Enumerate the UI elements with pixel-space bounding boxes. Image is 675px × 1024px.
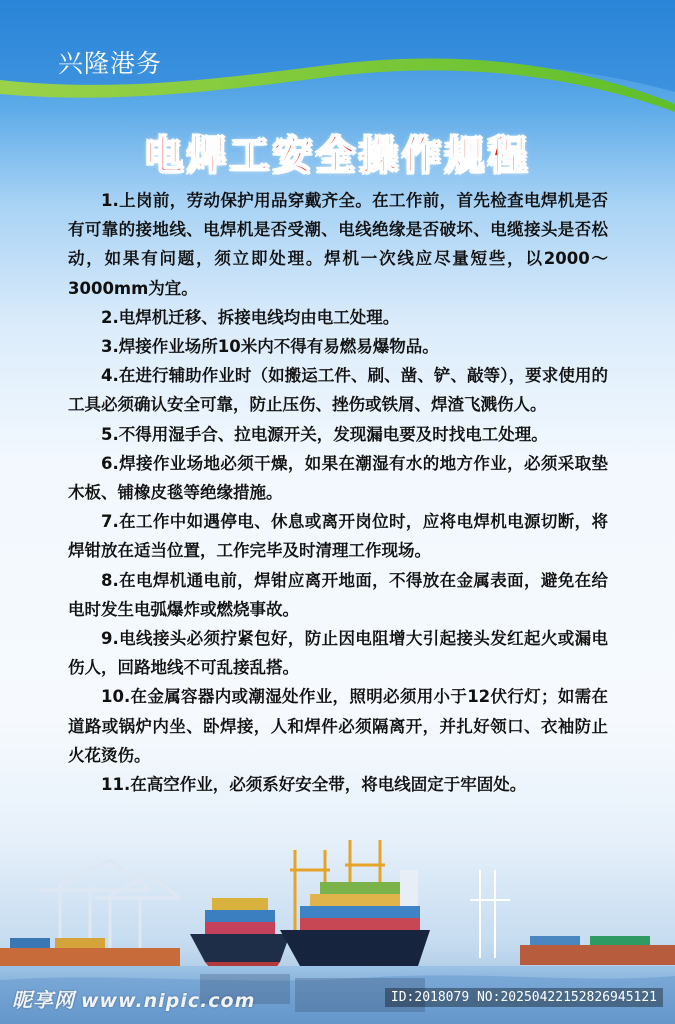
rule-item: 9.电线接头必须拧紧包好，防止因电阻增大引起接头发红起火或漏电伤人，回路地线不可乱接乱搭。 <box>68 629 608 678</box>
page-title: 电焊工安全操作规程 <box>143 134 531 179</box>
cargo-ship-icon <box>280 870 430 974</box>
watermark-logo: 昵享网 <box>12 988 75 1012</box>
rule-item: 7.在工作中如遇停电、休息或离开岗位时，应将电焊机电源切断，将焊钳放在适当位置，工作完毕及时清理工作现场。 <box>68 512 608 561</box>
rule-item: 2.电焊机迁移、拆接电线均由电工处理。 <box>101 307 400 327</box>
cargo-ship-icon <box>190 898 290 968</box>
rules-list <box>68 186 608 799</box>
crane-icon <box>470 870 510 958</box>
image-id: ID:2018079 NO:20250422152826945121 <box>385 988 663 1007</box>
rule-item: 5.不得用湿手合、拉电源开关，发现漏电要及时找电工处理。 <box>101 424 548 444</box>
rule-item: 10.在金属容器内或潮湿处作业，照明必须用小于12伏行灯；如需在道路或锅炉内坐、卧焊接，人和焊件必须隔离开，并扎好领口、衣袖防止火花烫伤。 <box>68 687 608 765</box>
watermark-url: www.nipic.com <box>81 990 256 1012</box>
rule-item: 3.焊接作业场所10米内不得有易燃易爆物品。 <box>101 337 439 357</box>
brand-name: 兴隆港务 <box>58 49 163 78</box>
rule-item: 8.在电焊机通电前，焊钳应离开地面，不得放在金属表面，避免在给电时发生电弧爆炸或燃烧事故。 <box>68 570 608 619</box>
rule-item: 11.在高空作业，必须系好安全带，将电线固定于牢固处。 <box>101 775 527 795</box>
watermark <box>12 984 255 1013</box>
rule-item: 4.在进行辅助作业时（如搬运工件、刷、凿、铲、敲等），要求使用的工具必须确认安全可靠，防止压伤、挫伤或铁屑、焊渣飞溅伤人。 <box>68 366 608 415</box>
rule-item: 6.焊接作业场地必须干燥，如果在潮湿有水的地方作业，必须采取垫木板、铺橡皮毯等绝缘措施。 <box>68 453 608 503</box>
rule-item: 1.上岗前，劳动保护用品穿戴齐全。在工作前，首先检查电焊机是否有可靠的接地线、电焊机是否受潮、电线绝缘是否破坏、电缆接头是否松动，如果有问题，须立即处理。焊机一次线应尽量短些，以2000～3000mm为宜。 <box>68 191 608 298</box>
